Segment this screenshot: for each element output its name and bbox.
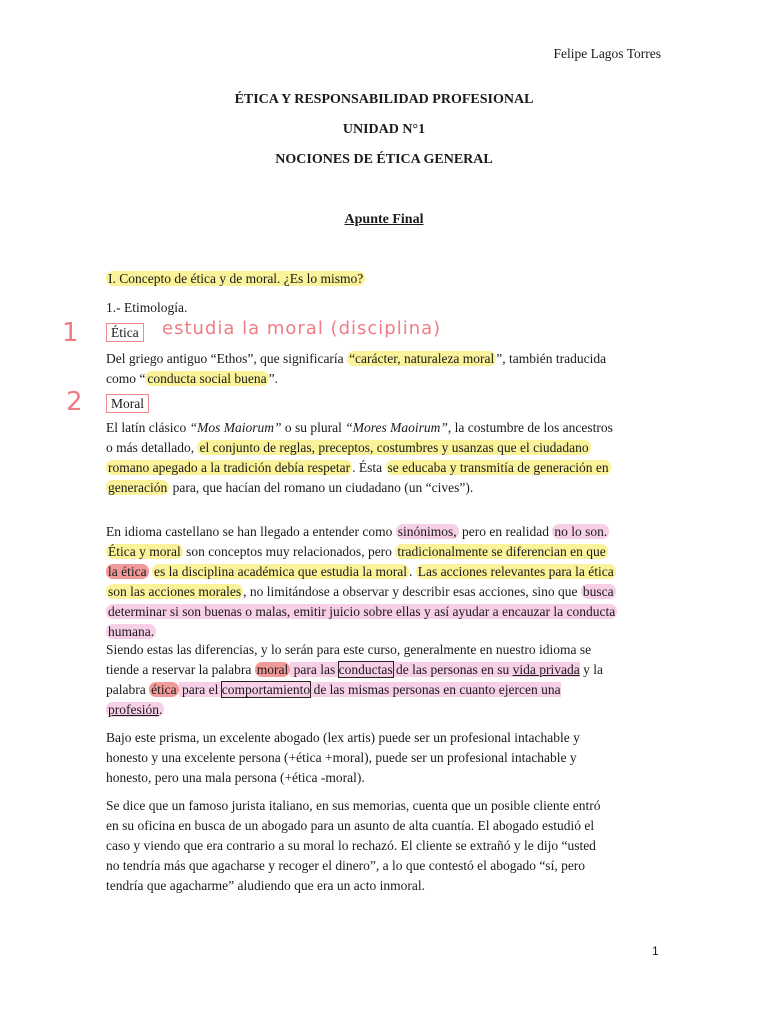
usage-paragraph — [106, 640, 662, 720]
p4-text: y la — [579, 662, 603, 677]
p3-pink-highlight: no lo son. — [554, 524, 608, 539]
p6-text: no tendría más que agacharse y recoger el dinero”, a lo que contestó el abogado “sí, pero — [106, 858, 586, 873]
mores-maoirum: “Mores Maoirum” — [345, 420, 448, 435]
unit-subtitle: NOCIONES DE ÉTICA GENERAL — [275, 152, 493, 167]
p3-red-highlight: la ética — [108, 564, 147, 579]
p3-text: son conceptos muy relacionados, pero — [182, 544, 396, 559]
section-heading-text: I. Concepto de ética y de moral. ¿Es lo mismo? — [108, 271, 364, 286]
p4-text: . — [159, 702, 163, 717]
page-number: 1 — [652, 944, 659, 958]
etica-text-b: ”, también traducida — [496, 351, 607, 366]
p3-yellow-highlight: Las acciones relevantes para la ética — [417, 564, 614, 579]
p4-text: para las — [290, 662, 339, 677]
document-title: ÉTICA Y RESPONSABILIDAD PROFESIONAL — [234, 92, 534, 107]
p6-text: caso y viendo que era contrario a su moral lo rechazó. El cliente se extrañó y le dijo “usted — [106, 838, 596, 853]
moral-highlight: el conjunto de reglas, preceptos, costumbres y usanzas que el ciudadano — [199, 440, 589, 455]
etica-text-c: como “ — [106, 371, 146, 386]
etica-label — [106, 323, 144, 343]
p4-text: de las personas en su — [392, 662, 513, 677]
moral-text: . Ésta — [352, 460, 386, 475]
p4-text: Siendo estas las diferencias, y lo serán para este curso, generalmente en nuestro idioma se — [106, 642, 592, 657]
author-name: Felipe Lagos Torres — [553, 46, 661, 61]
unit-title: UNIDAD N°1 — [342, 122, 426, 137]
p5-text: honesto, pero una mala persona (+ética -moral). — [106, 770, 365, 785]
p3-pink-highlight: sinónimos, — [397, 524, 457, 539]
p5-text: Bajo este prisma, un excelente abogado (lex artis) puede ser un profesional intachable y — [106, 730, 580, 745]
etica-highlight-2: conducta social buena — [147, 371, 267, 386]
profesion-underline: profesión — [108, 702, 159, 717]
p3-pink-highlight: determinar si son buenas o malas, emitir juicio sobre ellas y así ayudar a encauzar la conducta — [108, 604, 616, 619]
p6-text: tendría que agacharme” aludiendo que era un acto inmoral. — [106, 878, 425, 893]
vida-privada-underline: vida privada — [512, 662, 580, 677]
etymology-subheading: 1.- Etimología. — [106, 300, 188, 315]
etica-highlight-1: “carácter, naturaleza moral — [349, 351, 495, 366]
handwritten-number-2: 2 — [66, 387, 83, 417]
moral-text: para, que hacían del romano un ciudadano (un “cives”). — [169, 480, 474, 495]
anecdote-paragraph — [106, 796, 662, 896]
p3-yellow-highlight: son las acciones morales — [108, 584, 242, 599]
handwritten-number-1: 1 — [62, 318, 79, 348]
p4-text: palabra — [106, 682, 150, 697]
etica-text-a: Del griego antiguo “Ethos”, que significaría — [106, 351, 348, 366]
p5-text: honesto y una excelente persona (+ética +moral), puede ser un profesional intachable y — [106, 750, 577, 765]
p4-red-highlight: ética — [151, 682, 177, 697]
p4-pink-run — [290, 662, 579, 677]
moral-paragraph — [106, 418, 662, 498]
moral-text: o más detallado, — [106, 440, 198, 455]
p3-text: En idioma castellano se han llegado a entender como — [106, 524, 396, 539]
p3-text: , no limitándose a observar y describir esas acciones, sino que — [243, 584, 581, 599]
moral-highlight: generación — [108, 480, 168, 495]
p6-text: en su oficina en busca de un abogado para un asunto de alta cuantía. El abogado estudió el — [106, 818, 595, 833]
p6-text: Se dice que un famoso jurista italiano, en sus memorias, cuenta que un posible cliente entró — [106, 798, 601, 813]
moral-label — [106, 394, 149, 414]
p3-pink-highlight: busca — [582, 584, 614, 599]
p3-yellow-highlight: tradicionalmente se diferencian en que — [397, 544, 606, 559]
comportamiento-box: comportamiento — [221, 682, 311, 697]
moral-text: , la costumbre de los ancestros — [447, 420, 613, 435]
etica-label-text: Ética — [106, 323, 144, 342]
conductas-box: conductas — [338, 662, 393, 677]
moral-text: o su plural — [281, 420, 346, 435]
prism-paragraph — [106, 728, 662, 788]
p4-text: tiende a reservar la palabra — [106, 662, 255, 677]
moral-label-text: Moral — [106, 394, 149, 413]
moral-highlight: se educaba y transmitía de generación en — [387, 460, 609, 475]
p3-text: pero en realidad — [458, 524, 553, 539]
moral-text: El latín clásico — [106, 420, 190, 435]
p4-pink-run — [106, 702, 164, 717]
moral-highlight: romano apegado a la tradición debía respetar — [108, 460, 351, 475]
p4-text: de las mismas personas en cuanto ejercen una — [310, 682, 561, 697]
p4-text: para el — [178, 682, 222, 697]
p4-pink-run — [179, 682, 561, 697]
distinction-paragraph — [106, 522, 662, 642]
p3-text: . — [409, 564, 416, 579]
handwritten-note: estudia la moral (disciplina) — [162, 318, 442, 339]
p4-red-highlight: moral — [256, 662, 289, 677]
apunte-label: Apunte Final — [344, 212, 424, 227]
etica-text-d: ”. — [268, 371, 278, 386]
apunte-title — [0, 212, 768, 228]
p3-yellow-highlight: es la disciplina académica que estudia la moral — [153, 564, 408, 579]
mos-maiorum: “Mos Maiorum” — [189, 420, 282, 435]
etica-paragraph — [106, 349, 662, 389]
section-heading — [106, 269, 662, 289]
p3-pink-highlight: humana. — [108, 624, 155, 639]
p3-yellow-highlight: Ética y moral — [108, 544, 181, 559]
